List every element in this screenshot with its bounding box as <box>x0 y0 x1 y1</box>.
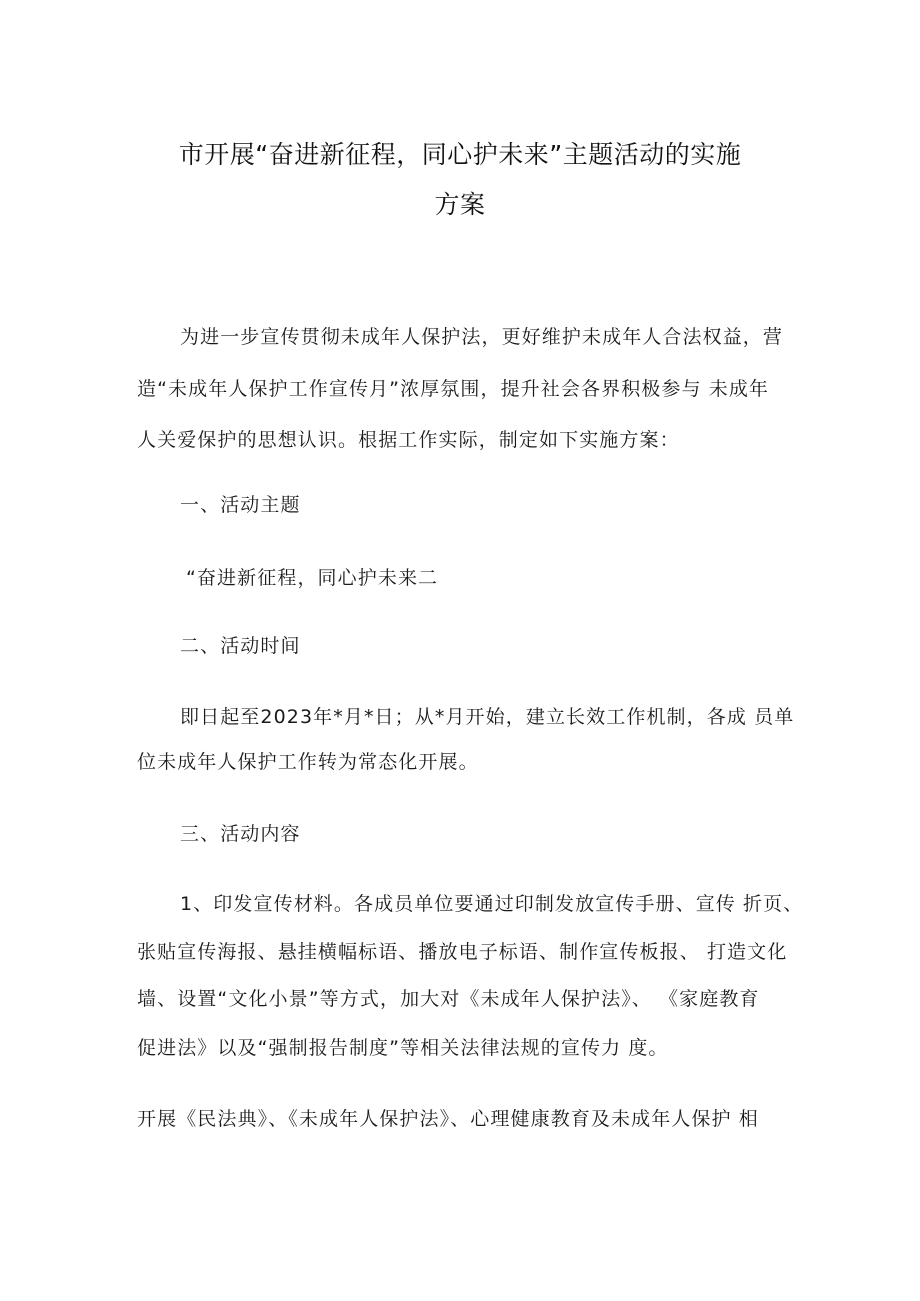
section-1-theme-text: “奋进新征程，同心护未来二 <box>186 567 439 589</box>
document-title-line-1: 市开展“奋进新征程，同心护未来”主题活动的实施 <box>178 140 742 169</box>
item-1-line-2: 张贴宣传海报、悬挂横幅标语、播放电子标语、制作宣传板报、 打造文化 <box>137 941 788 963</box>
section-3-heading: 三、活动内容 <box>180 823 301 845</box>
section-1-heading: 一、活动主题 <box>180 494 301 516</box>
item-1-line-1: 1、印发宣传材料。各成员单位要通过印制发放宣传手册、宣传 折页、 <box>180 893 804 915</box>
item-1-line-4: 促进法》以及“强制报告制度”等相关法律法规的宣传力 度。 <box>137 1037 669 1059</box>
section-2-heading: 二、活动时间 <box>180 635 301 657</box>
item-1-line-3: 墙、设置“文化小景”等方式，加大对《未成年人保护法》、 《家庭教育 <box>137 988 760 1010</box>
intro-paragraph-line-1: 为进一步宣传贯彻未成年人保护法，更好维护未成年人合法权益，营 <box>180 326 784 348</box>
intro-paragraph-line-3: 人关爱保护的思想认识。根据工作实际，制定如下实施方案： <box>137 429 680 451</box>
intro-paragraph-line-2: 造“未成年人保护工作宣传月”浓厚氛围，提升社会各界积极参与 未成年 <box>137 378 770 400</box>
section-2-line-2: 位未成年人保护工作转为常态化开展。 <box>137 751 479 773</box>
section-2-line-1: 即日起至2023年*月*日；从*月开始，建立长效工作机制，各成 员单 <box>180 706 795 728</box>
item-2-line-1: 开展《民法典》、《未成年人保护法》、心理健康教育及未成年人保护 相 <box>137 1108 759 1130</box>
document-title-line-2: 方案 <box>434 190 486 219</box>
